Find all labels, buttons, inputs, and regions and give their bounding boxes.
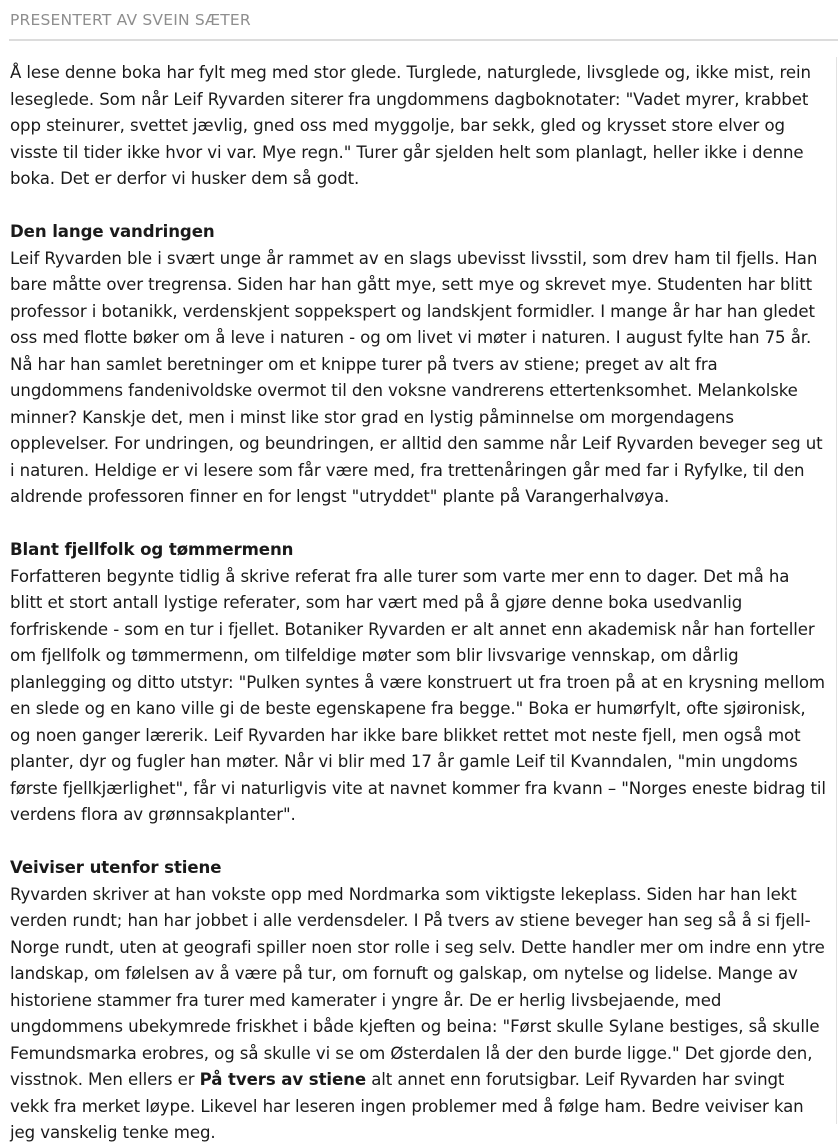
section-text: alt annet enn forutsigbar. Leif Ryvarden har svingt vekk fra merket løype. Likevel har leseren ingen problemer med å følge ham. Bedre veiviser kan jeg vanskelig tenke meg. [10,1070,804,1142]
section-text: Ryvarden skriver at han vokste opp med Nordmarka som viktigste lekeplass. Siden har han lekt verden rundt; han har jobbet i alle verdensdeler. I På tvers av stiene beveger han seg så å si fjell-Norge rundt, uten at geografi spiller noen stor rolle i seg selv. Dette handler mer om indre enn ytre landskap, om følelsen av å være på tur, om fornuft og galskap, om nytelse og lidelse. Mange av historiene stammer fra turer med kamerater i yngre år. De er herlig livsbejaende, med ungdommens ubekymrede friskhet i både kjeften og beina: "Først skulle Sylane bestiges, så skulle Femundsmarka erobres, og så skulle vi se om Østerdalen lå der den burde ligge." Det gjorde den, visstnok. Men ellers er [10,884,825,1089]
section-paragraph: Leif Ryvarden ble i svært unge år rammet av en slags ubevisst livsstil, som drev ham til fjells. Han bare måtte over tregrensa. Siden har han gått mye, sett mye og skrevet mye. Studenten har blitt professor i botanikk, verdenskjent soppekspert og landskjent formidler. I mange år har han gledet oss med flotte bøker om å leve i naturen - og om livet vi møter i naturen. I august fylte han 75 år. Nå har han samlet beretninger om et knippe turer på tvers av stiene; preget av alt fra ungdommens fandenivoldske overmot til den voksne vandrerens ettertenksomhet. Melankolske minner? Kanskje det, men i minst like stor grad en lystig påminnelse om morgendagens opplevelser. For undringen, og beundringen, er alltid den samme når Leif Ryvarden beveger seg ut i naturen. Heldige er vi lesere som får være med, fra trettenåringen går med far i Ryfylke, til den aldrende professoren finner en for lengst "utryddet" plante på Varangerhalvøya. [10,248,823,506]
section-paragraph: Forfatteren begynte tidlig å skrive referat fra alle turer som varte mer enn to dager. Det må ha blitt et stort antall lystige referater, som har vært med på å gjøre denne boka usedvanlig forfriskende - som en tur i fjellet. Botaniker Ryvarden er alt annet enn akademisk når han forteller om fjellfolk og tømmermenn, om tilfeldige møter som blir livsvarige vennskap, om dårlig planlegging og ditto utstyr: "Pulken syntes å være konstruert ut fra troen på at en krysning mellom en slede og en kano ville gi de beste egenskapene fra begge." Boka er humørfylt, ofte sjøironisk, og noen ganger lærerik. Leif Ryvarden har ikke bare blikket rettet mot neste fjell, men også mot planter, dyr og fugler han møter. Når vi blir med 17 år gamle Leif til Kvanndalen, "min ungdoms første fjellkjærlighet", får vi naturligvis vite at navnet kommer fra kvann – "Norges eneste bidrag til verdens flora av grønnsakplanter". [10,566,826,824]
section-heading: Blant fjellfolk og tømmermenn [10,540,294,559]
section-heading: Veiviser utenfor stiene [10,858,222,877]
byline: PRESENTERT AV SVEIN SÆTER [10,11,251,29]
section-heading: Den lange vandringen [10,222,215,241]
article-body [10,60,826,1147]
page-edge-divider [836,57,837,1124]
book-title-bold: På tvers av stiene [199,1070,367,1089]
intro-paragraph: Å lese denne boka har fylt meg med stor glede. Turglede, naturglede, livsglede og, ikke mist, rein leseglede. Som når Leif Ryvarden siterer fra ungdommens dagboknotater: "Vadet myrer, krabbet opp steinurer, svettet jævlig, gned oss med myggolje, bar sekk, gled og krysset store elver og visste til tider ikke hvor vi var. Mye regn." Turer går sjelden helt som planlagt, heller ikke i denne boka. Det er derfor vi husker dem så godt. [10,63,811,188]
section-paragraph [10,882,826,1147]
byline-divider [9,39,838,41]
